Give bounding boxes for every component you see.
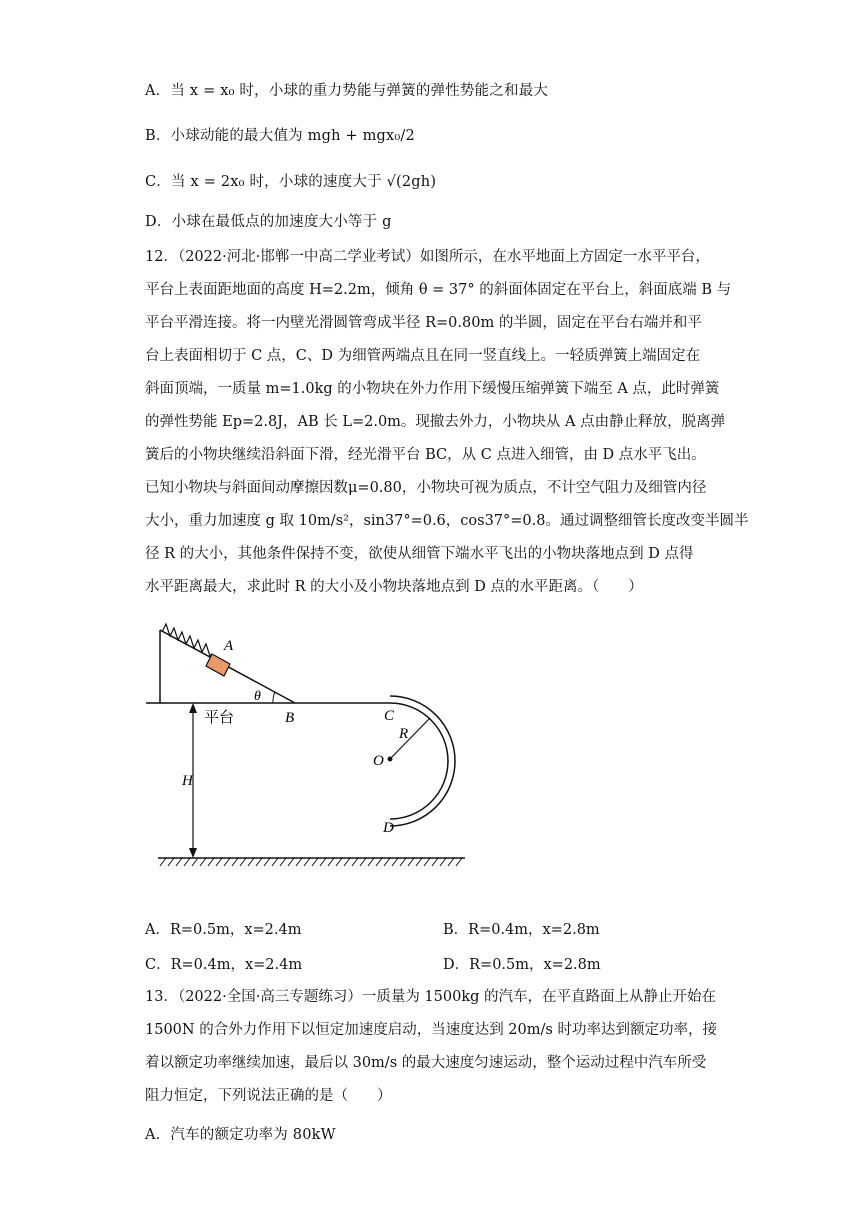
q13-line: 1500N 的合外力作用下以恒定加速度启动，当速度达到 20m/s 时功率达到额定功率，接 (145, 1022, 717, 1038)
q12-line: 平台上表面距地面的高度 H=2.2m，倾角 θ = 37° 的斜面体固定在平台上，斜面底端 B 与 (145, 282, 732, 298)
tube-inner-wall (390, 703, 448, 819)
q13-option-a: A．汽车的额定功率为 80kW (145, 1127, 336, 1143)
q12-line: 径 R 的大小，其他条件保持不变，欲使从细管下端水平飞出的小物块落地点到 D 点得 (145, 546, 694, 562)
spring (162, 624, 212, 656)
q13-line: 着以额定功率继续加速，最后以 30m/s 的最大速度匀速运动，整个运动过程中汽车所受 (145, 1055, 707, 1071)
q11-option-b: B．小球动能的最大值为 mgh + mgx₀/2 (145, 128, 415, 144)
label-theta: θ (254, 689, 261, 704)
q12-line: 12．（2022·河北·邯郸一中高二学业考试）如图所示，在水平地面上方固定一水平平台， (145, 249, 710, 265)
radius-line (390, 718, 430, 759)
q12-option-d: D．R=0.5m，x=2.8m (443, 957, 601, 973)
label-c: C (384, 708, 395, 724)
label-r: R (399, 726, 409, 742)
q12-option-c: C．R=0.4m，x=2.4m (145, 957, 303, 973)
label-d: D (383, 820, 394, 836)
q13-line: 阻力恒定，下列说法正确的是（ ） (145, 1088, 392, 1104)
q12-stem (145, 241, 749, 604)
label-b: B (285, 710, 295, 726)
q12-line: 的弹性势能 Ep=2.8J，AB 长 L=2.0m。现撤去外力，小物块从 A 点由静止释放，脱离弹 (145, 414, 726, 430)
q13-stem (145, 981, 715, 1113)
q12-line: 台上表面相切于 C 点，C、D 为细管两端点且在同一竖直线上。一轻质弹簧上端固定在 (145, 348, 701, 364)
q12-line: 斜面顶端，一质量 m=1.0kg 的小物块在外力作用下缓慢压缩弹簧下端至 A 点，此时弹簧 (145, 381, 720, 397)
q12-line: 大小，重力加速度 g 取 10m/s²，sin37°=0.6，cos37°=0.8。通过调整细管长度改变半圆半 (145, 513, 749, 529)
q12-line: 簧后的小物块继续沿斜面下滑，经光滑平台 BC，从 C 点进入细管，由 D 点水平飞出。 (145, 447, 706, 463)
label-o: O (373, 753, 384, 769)
q12-figure (140, 610, 480, 870)
height-arrow-head-top (189, 703, 197, 713)
label-platform: 平台 (204, 709, 235, 726)
tube-outer-wall (390, 696, 455, 826)
q11-option-d: D．小球在最低点的加速度大小等于 g (145, 214, 392, 230)
q12-line: 平台平滑连接。将一内壁光滑圆管弯成半径 R=0.80m 的半圆，固定在平台右端并和平 (145, 315, 702, 331)
q13-line: 13．（2022·全国·高三专题练习）一质量为 1500kg 的汽车，在平直路面上从静止开始在 (145, 989, 717, 1005)
q12-line: 水平距离最大，求此时 R 的大小及小物块落地点到 D 点的水平距离。（ ） (145, 579, 643, 595)
q11-option-a: A．当 x = x₀ 时，小球的重力势能与弹簧的弹性势能之和最大 (145, 83, 549, 99)
label-h: H (182, 773, 193, 789)
angle-arc (273, 692, 275, 703)
q12-option-b: B．R=0.4m，x=2.8m (443, 922, 600, 938)
q12-option-a: A．R=0.5m，x=2.4m (145, 922, 302, 938)
q11-option-c: C．当 x = 2x₀ 时，小球的速度大于 √(2gh) (145, 174, 437, 190)
q12-line: 已知小物块与斜面间动摩擦因数μ=0.80，小物块可视为质点，不计空气阻力及细管内径 (145, 480, 707, 496)
height-arrow-head-bottom (189, 848, 197, 858)
label-a: A (224, 638, 234, 654)
ground-hatching (160, 858, 462, 866)
